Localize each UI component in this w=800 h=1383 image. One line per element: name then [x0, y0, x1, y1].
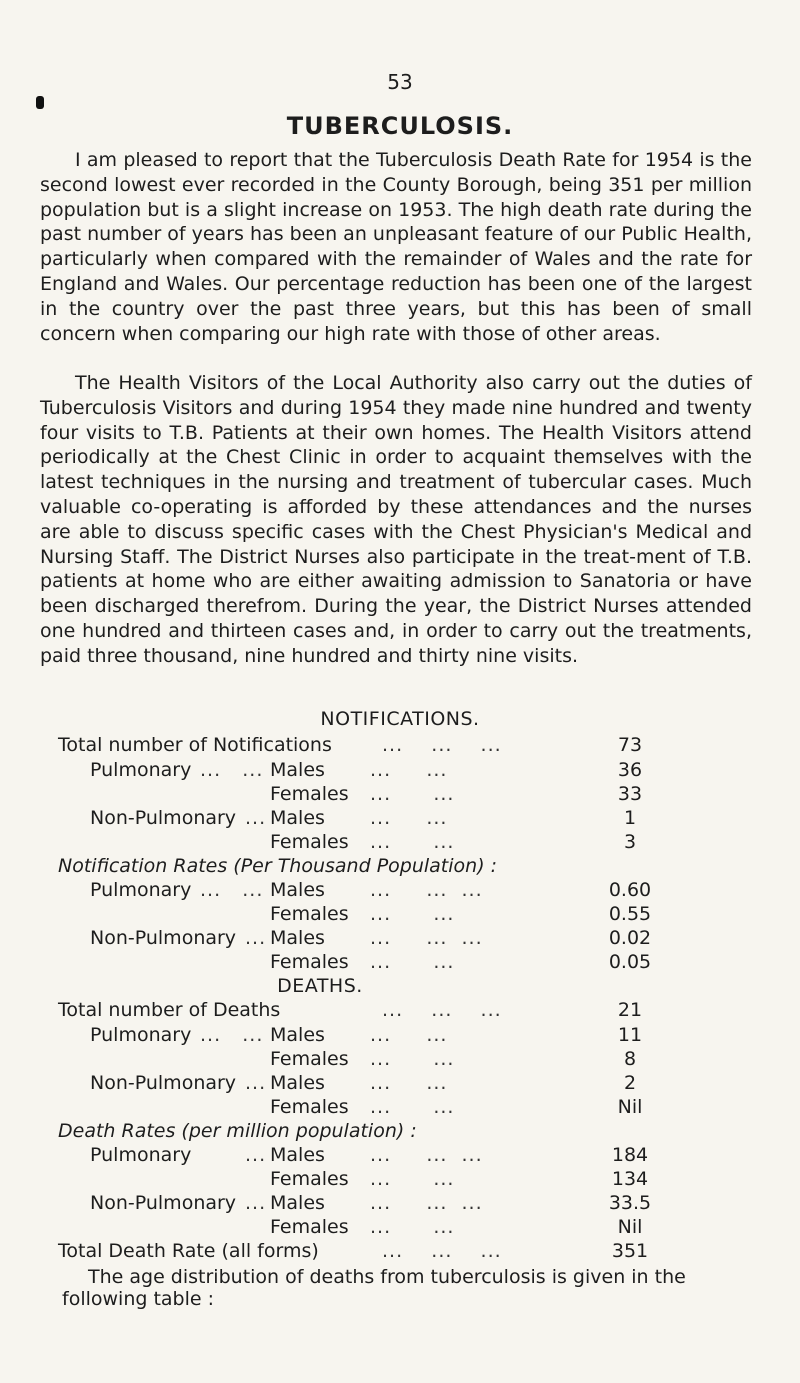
row-value: 0.55 — [608, 903, 652, 925]
sex-label: Males — [270, 807, 325, 829]
row-value: 2 — [623, 1072, 637, 1094]
row-value: 3 — [623, 831, 637, 853]
leader-dots: ... ... ... — [382, 1240, 502, 1262]
deaths-non-pulmonary-females-row — [0, 1096, 800, 1119]
sex-label: Females — [270, 903, 349, 925]
notification-rate-pulmonary-females-row — [0, 903, 800, 926]
leader-dots: ... ... — [200, 759, 264, 781]
leader-dots: ... — [245, 927, 267, 949]
notifications-pulmonary-females-row — [0, 783, 800, 806]
leader-dots: ... ... — [370, 759, 448, 781]
sex-label: Females — [270, 831, 349, 853]
row-label: Non-Pulmonary — [90, 1192, 237, 1214]
row-value: 0.02 — [608, 927, 652, 949]
sex-label: Males — [270, 1192, 325, 1214]
row-value: 184 — [611, 1144, 649, 1166]
deaths-total-row — [0, 999, 800, 1022]
death-rate-pulmonary-males-row — [0, 1144, 800, 1167]
leader-dots: ... ... ... — [370, 879, 483, 901]
row-value: 351 — [611, 1240, 649, 1262]
notification-rate-pulmonary-males-row — [0, 879, 800, 902]
leader-dots: ... ... — [370, 951, 455, 973]
row-value: 8 — [623, 1048, 637, 1070]
leader-dots: ... ... ... — [382, 734, 502, 756]
row-value: 73 — [617, 734, 643, 756]
leader-dots: ... ... — [370, 807, 448, 829]
notification-rate-non-pulmonary-females-row — [0, 951, 800, 974]
deaths-pulmonary-females-row — [0, 1048, 800, 1071]
leader-dots: ... ... — [370, 783, 455, 805]
row-value: 134 — [611, 1168, 649, 1190]
row-value: 33 — [617, 783, 643, 805]
paragraph-health-visitors: The Health Visitors of the Local Authority also carry out the duties of Tuberculosis Visitors and during 1954 they made nine hundred and twenty four visits to T.B. Patients at their own homes. The Health Visitors attend periodically at the Chest Clinic in order to acquaint themselves with the latest techniques in the nursing and treatment of tubercular cases. Much valuable co-operating is afforded by these attendances and the nurses are able to discuss specific cases with the Chest Physician's Medical and Nursing Staff. The District Nurses also participate in the treat-ment of T.B. patients at home who are either awaiting admission to Sanatoria or have been discharged therefrom. During the year, the District Nurses attended one hundred and thirteen cases and, in order to carry out the treatments, paid three thousand, nine hundred and thirty nine visits. — [40, 372, 752, 667]
leader-dots: ... ... — [370, 1048, 455, 1070]
leader-dots: ... ... ... — [382, 999, 502, 1021]
notification-rate-non-pulmonary-males-row — [0, 927, 800, 950]
row-value: 0.05 — [608, 951, 652, 973]
row-value: 11 — [617, 1024, 643, 1046]
row-value: 1 — [623, 807, 637, 829]
leader-dots: ... ... — [370, 831, 455, 853]
sex-label: Males — [270, 927, 325, 949]
notifications-non-pulmonary-males-row — [0, 807, 800, 830]
deaths-title: DEATHS. — [277, 975, 363, 997]
sex-label: Males — [270, 879, 325, 901]
page-title: TUBERCULOSIS. — [286, 112, 514, 140]
leader-dots: ... ... — [370, 1024, 448, 1046]
notifications-title: NOTIFICATIONS. — [320, 708, 480, 730]
leader-dots: ... ... ... — [370, 1144, 483, 1166]
leader-dots: ... ... ... — [370, 1192, 483, 1214]
deaths-non-pulmonary-males-row — [0, 1072, 800, 1095]
row-label: Pulmonary — [90, 759, 192, 781]
row-label: Total Death Rate (all forms) — [58, 1240, 319, 1262]
row-label: Total number of Deaths — [58, 999, 281, 1021]
row-label: Pulmonary — [90, 879, 192, 901]
notifications-total-row — [0, 734, 800, 757]
leader-dots: ... ... — [370, 1168, 455, 1190]
sex-label: Females — [270, 1216, 349, 1238]
row-label: Non-Pulmonary — [90, 927, 237, 949]
leader-dots: ... ... — [370, 903, 455, 925]
death-rates-heading: Death Rates (per million population) : — [58, 1120, 417, 1142]
row-value: 21 — [617, 999, 643, 1021]
leader-dots: ... ... — [370, 1072, 448, 1094]
paragraph-intro: I am pleased to report that the Tuberculosis Death Rate for 1954 is the second lowest ever recorded in the County Borough, being 351 per million population but is a slight increase on 1953. The high death rate during the past number of years has been an unpleasant feature of our Public Health, particularly when compared with the remainder of Wales and the rate for England and Wales. Our percentage reduction has been one of the largest in the country over the past three years, but this has been of small concern when comparing our high rate with those of other areas. — [40, 149, 752, 345]
notifications-non-pulmonary-females-row — [0, 831, 800, 854]
sex-label: Females — [270, 1168, 349, 1190]
sex-label: Females — [270, 1048, 349, 1070]
leader-dots: ... — [245, 1072, 267, 1094]
leader-dots: ... — [245, 1144, 267, 1166]
row-label: Total number of Notifications — [58, 734, 332, 756]
leader-dots: ... — [245, 1192, 267, 1214]
row-value: 0.60 — [608, 879, 652, 901]
leader-dots: ... — [245, 807, 267, 829]
age-distribution-note: The age distribution of deaths from tuberculosis is given in the following table : — [62, 1266, 686, 1310]
sex-label: Males — [270, 759, 325, 781]
leader-dots: ... ... — [370, 1096, 455, 1118]
death-rate-non-pulmonary-males-row — [0, 1192, 800, 1215]
leader-dots: ... ... — [200, 879, 264, 901]
sex-label: Males — [270, 1024, 325, 1046]
ink-blot-mark — [36, 96, 44, 109]
leader-dots: ... ... — [370, 1216, 455, 1238]
sex-label: Females — [270, 1096, 349, 1118]
row-label: Pulmonary — [90, 1144, 192, 1166]
row-value: Nil — [617, 1216, 643, 1238]
sex-label: Males — [270, 1072, 325, 1094]
notification-rates-heading: Notification Rates (Per Thousand Population) : — [58, 855, 498, 877]
sex-label: Females — [270, 783, 349, 805]
death-rate-non-pulmonary-females-row — [0, 1216, 800, 1239]
total-death-rate-row — [0, 1240, 800, 1263]
row-value: Nil — [617, 1096, 643, 1118]
death-rate-pulmonary-females-row — [0, 1168, 800, 1191]
leader-dots: ... ... ... — [370, 927, 483, 949]
row-label: Non-Pulmonary — [90, 807, 237, 829]
row-label: Pulmonary — [90, 1024, 192, 1046]
page-number: 53 — [387, 70, 413, 94]
row-label: Non-Pulmonary — [90, 1072, 237, 1094]
sex-label: Females — [270, 951, 349, 973]
row-value: 33.5 — [608, 1192, 652, 1214]
deaths-pulmonary-males-row — [0, 1024, 800, 1047]
sex-label: Males — [270, 1144, 325, 1166]
notifications-pulmonary-males-row — [0, 759, 800, 782]
leader-dots: ... ... — [200, 1024, 264, 1046]
row-value: 36 — [617, 759, 643, 781]
